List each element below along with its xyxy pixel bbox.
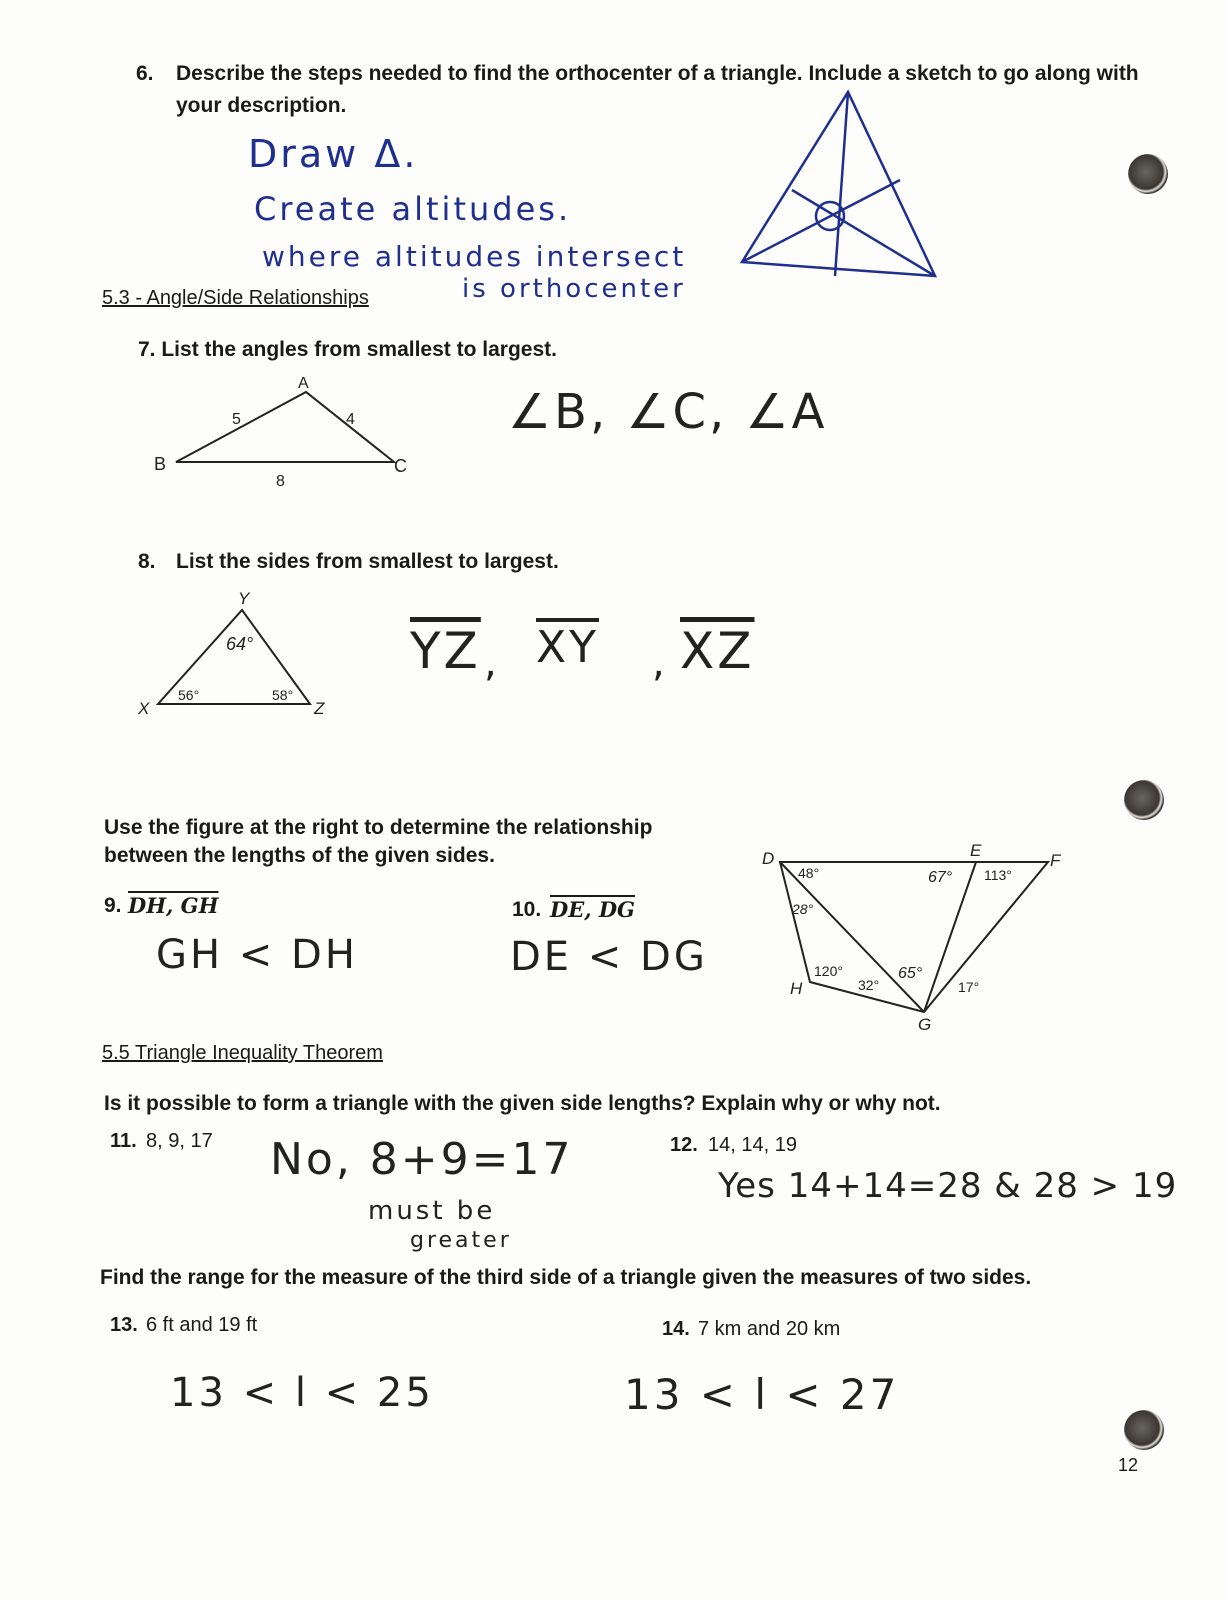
- angle-z: 58°: [272, 687, 294, 703]
- q10-label: 10.: [512, 898, 542, 921]
- point-g: G: [918, 1015, 932, 1034]
- angle-67: 67°: [928, 869, 953, 886]
- angle-65: 65°: [898, 965, 923, 982]
- q9-sides: DH, GH: [128, 893, 219, 918]
- q11-note1: must be: [368, 1196, 496, 1226]
- q13-label: 13.: [110, 1314, 138, 1336]
- side-ac-label: 4: [346, 411, 355, 428]
- angle-32: 32°: [858, 977, 880, 993]
- q8-answer-2: $\overline{XY}$: [536, 622, 600, 673]
- vertex-a: A: [298, 375, 309, 392]
- q13-answer: 13 < l < 25: [170, 1370, 434, 1416]
- q8-answer-3: $\overline{XZ}$: [680, 622, 755, 680]
- range-prompt: Find the range for the measure of the third side of a triangle given the measures of two sides.: [100, 1266, 1032, 1289]
- q11-note2: greater: [410, 1228, 512, 1253]
- q14-values: 7 km and 20 km: [698, 1318, 841, 1340]
- q6-text-line2: your description.: [176, 94, 347, 117]
- q8-number: 8.: [138, 550, 156, 573]
- q6-answer-line1: Draw Δ.: [248, 132, 419, 176]
- q11-answer: No, 8+9=17: [270, 1134, 574, 1185]
- section-5-3-title: 5.3 - Angle/Side Relationships: [102, 287, 369, 309]
- angle-17: 17°: [958, 979, 980, 995]
- q14-answer: 13 < l < 27: [624, 1370, 900, 1419]
- vertex-y: Y: [238, 589, 250, 608]
- vertex-z: Z: [314, 699, 325, 718]
- q6-number: 6.: [136, 62, 154, 85]
- triangle-abc: [176, 392, 394, 462]
- q8-answer-1: $\overline{YZ}$: [410, 622, 481, 680]
- q6-text-line1: Describe the steps needed to find the orthocenter of a triangle. Include a sketch to go along with: [176, 62, 1139, 85]
- q11-values: 8, 9, 17: [146, 1130, 213, 1152]
- q12-label: 12.: [670, 1134, 698, 1156]
- q9-answer: GH < DH: [156, 932, 358, 978]
- q9-label: 9.: [104, 894, 122, 917]
- angle-x: 56°: [178, 687, 200, 703]
- q6-answer-line4: is orthocenter: [462, 274, 686, 304]
- angle-120: 120°: [814, 963, 843, 979]
- q7-answer: ∠B, ∠C, ∠A: [508, 384, 828, 440]
- vertex-b: B: [154, 454, 167, 474]
- q8-comma-2: ,: [652, 640, 668, 686]
- q8-prompt: List the sides from smallest to largest.: [176, 550, 559, 573]
- q10-answer: DE < DG: [510, 934, 708, 980]
- inequality-prompt: Is it possible to form a triangle with the given side lengths? Explain why or why not.: [104, 1092, 941, 1115]
- angle-y: 64°: [226, 634, 254, 654]
- q11-label: 11.: [110, 1130, 137, 1152]
- angle-48: 48°: [798, 865, 820, 881]
- side-bc-label: 8: [276, 473, 285, 490]
- q12-answer: Yes 14+14=28 & 28 > 19: [718, 1166, 1178, 1206]
- q10-sides: DE, DG: [550, 897, 635, 922]
- point-f: F: [1050, 851, 1061, 870]
- q7-prompt: 7. List the angles from smallest to largest.: [138, 338, 557, 361]
- q13-values: 6 ft and 19 ft: [146, 1314, 258, 1336]
- fig-instruction-line2: between the lengths of the given sides.: [104, 844, 495, 867]
- section-5-5-title: 5.5 Triangle Inequality Theorem: [102, 1042, 383, 1064]
- quadrilateral-figure: [780, 862, 1048, 1012]
- q12-values: 14, 14, 19: [708, 1134, 797, 1156]
- q14-label: 14.: [662, 1318, 690, 1340]
- q6-answer-line2: Create altitudes.: [254, 190, 572, 228]
- point-d: D: [762, 849, 775, 868]
- orthocenter-sketch: [742, 92, 935, 276]
- side-ab-label: 5: [232, 411, 241, 428]
- angle-28: 28°: [792, 901, 814, 917]
- point-h: H: [790, 979, 803, 998]
- q6-answer-line3: where altitudes intersect: [262, 240, 687, 273]
- angle-113: 113°: [984, 867, 1012, 883]
- page-number: 12: [1118, 1455, 1139, 1475]
- vertex-x: X: [138, 699, 150, 718]
- point-e: E: [970, 841, 982, 860]
- q8-comma-1: ,: [484, 640, 500, 686]
- fig-instruction-line1: Use the figure at the right to determine the relationship: [104, 816, 653, 839]
- vertex-c: C: [394, 456, 407, 476]
